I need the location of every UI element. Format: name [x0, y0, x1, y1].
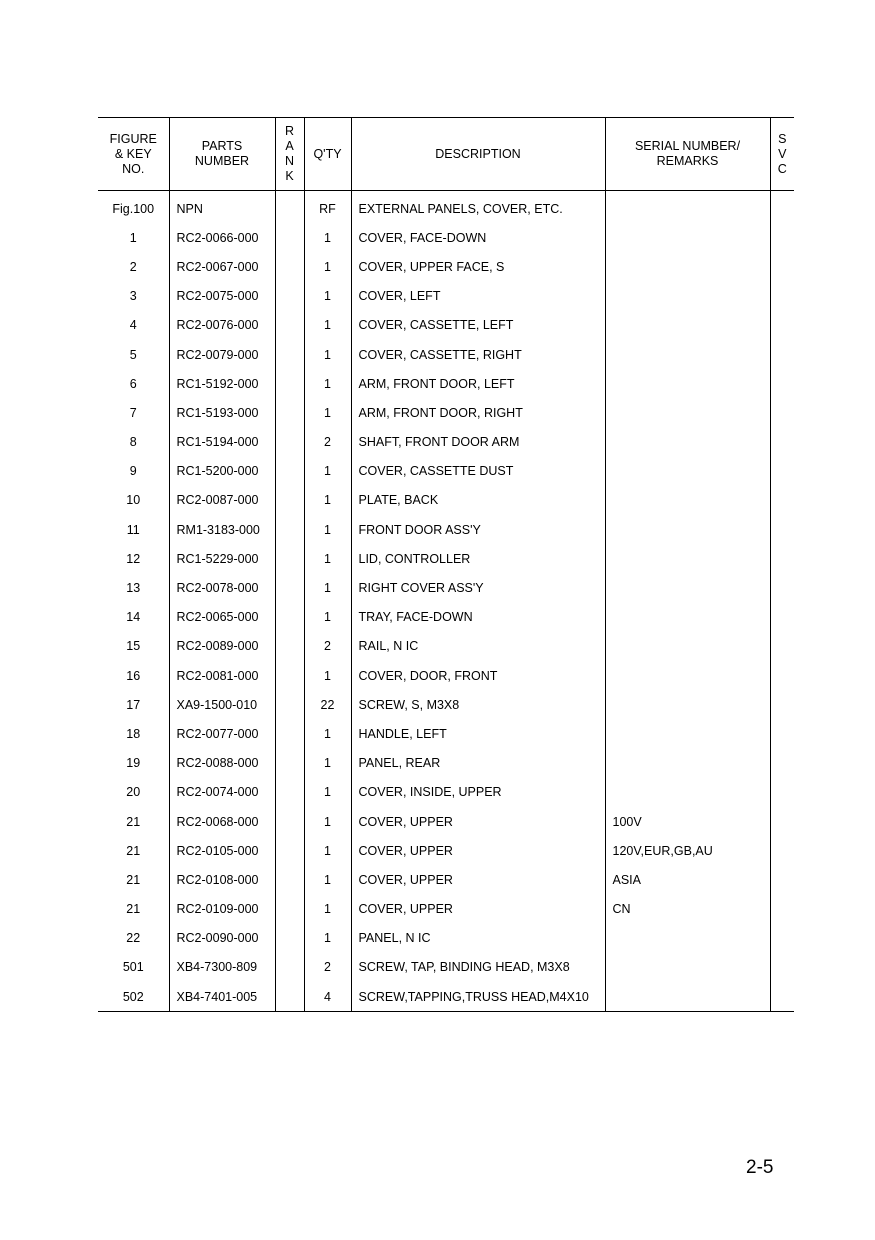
parts-number-cell: XA9-1500-010 [169, 690, 275, 719]
table-row [98, 428, 794, 457]
table-header-row [98, 118, 794, 191]
rank-cell [275, 807, 304, 836]
parts-number-cell: RC2-0081-000 [169, 661, 275, 690]
parts-number-cell: RC1-5194-000 [169, 428, 275, 457]
rank-cell [275, 457, 304, 486]
parts-number-cell: RC1-5229-000 [169, 544, 275, 573]
qty-cell: 1 [304, 603, 351, 632]
qty-cell: 1 [304, 778, 351, 807]
table-row [98, 924, 794, 953]
description-cell: HANDLE, LEFT [351, 719, 605, 748]
description-cell: COVER, UPPER FACE, S [351, 252, 605, 281]
parts-number-cell: RC1-5200-000 [169, 457, 275, 486]
header-serial-remarks: SERIAL NUMBER/ REMARKS [605, 118, 770, 191]
svc-cell [770, 515, 794, 544]
table-row [98, 457, 794, 486]
remarks-cell [605, 398, 770, 427]
description-cell: EXTERNAL PANELS, COVER, ETC. [351, 191, 605, 224]
table-row [98, 191, 794, 224]
svc-cell [770, 573, 794, 602]
description-cell: COVER, INSIDE, UPPER [351, 778, 605, 807]
parts-number-cell: RM1-3183-000 [169, 515, 275, 544]
parts-number-cell: RC2-0074-000 [169, 778, 275, 807]
figure-key-cell: 21 [126, 843, 141, 858]
remarks-cell [605, 603, 770, 632]
remarks-cell [605, 223, 770, 252]
rank-cell [275, 836, 304, 865]
remarks-cell: 100V [605, 807, 770, 836]
rank-cell [275, 340, 304, 369]
rank-cell [275, 252, 304, 281]
qty-cell: 1 [304, 486, 351, 515]
table-row [98, 690, 794, 719]
parts-number-cell: RC2-0088-000 [169, 749, 275, 778]
table-row [98, 515, 794, 544]
description-cell: LID, CONTROLLER [351, 544, 605, 573]
svc-cell [770, 807, 794, 836]
parts-number-cell: RC2-0078-000 [169, 573, 275, 602]
parts-number-cell: RC2-0077-000 [169, 719, 275, 748]
svc-cell [770, 924, 794, 953]
figure-key-cell: 18 [126, 726, 141, 741]
figure-key-cell: 8 [129, 435, 137, 450]
table-row [98, 719, 794, 748]
svc-cell [770, 340, 794, 369]
page-number: 2-5 [746, 1157, 774, 1178]
table-row [98, 252, 794, 281]
description-cell: COVER, DOOR, FRONT [351, 661, 605, 690]
rank-cell [275, 369, 304, 398]
description-cell: FRONT DOOR ASS'Y [351, 515, 605, 544]
figure-key-cell: 22 [126, 931, 141, 946]
description-cell: RIGHT COVER ASS'Y [351, 573, 605, 602]
qty-cell: 1 [304, 719, 351, 748]
qty-cell: 1 [304, 573, 351, 602]
svc-cell [770, 486, 794, 515]
figure-key-cell: 5 [129, 347, 137, 362]
qty-cell: 1 [304, 457, 351, 486]
rank-cell [275, 661, 304, 690]
description-cell: COVER, UPPER [351, 895, 605, 924]
parts-number-cell: RC2-0090-000 [169, 924, 275, 953]
rank-cell [275, 603, 304, 632]
remarks-cell [605, 953, 770, 982]
parts-number-cell: RC1-5192-000 [169, 369, 275, 398]
remarks-cell [605, 282, 770, 311]
table-row [98, 223, 794, 252]
remarks-cell [605, 252, 770, 281]
table-row [98, 632, 794, 661]
description-cell: COVER, LEFT [351, 282, 605, 311]
qty-cell: 1 [304, 807, 351, 836]
svc-cell [770, 544, 794, 573]
table-row [98, 573, 794, 602]
table-row [98, 340, 794, 369]
qty-cell: 2 [304, 953, 351, 982]
rank-cell [275, 778, 304, 807]
svc-cell [770, 982, 794, 1012]
parts-number-cell: RC2-0076-000 [169, 311, 275, 340]
table-row [98, 311, 794, 340]
table-row [98, 865, 794, 894]
qty-cell: 1 [304, 223, 351, 252]
remarks-cell [605, 486, 770, 515]
rank-cell [275, 191, 304, 224]
svc-cell [770, 865, 794, 894]
parts-number-cell: RC2-0089-000 [169, 632, 275, 661]
table-row [98, 807, 794, 836]
rank-cell [275, 719, 304, 748]
rank-cell [275, 865, 304, 894]
table-row [98, 778, 794, 807]
svc-cell [770, 457, 794, 486]
remarks-cell [605, 924, 770, 953]
qty-cell: 1 [304, 515, 351, 544]
figure-key-cell: 21 [126, 902, 141, 917]
svc-cell [770, 311, 794, 340]
remarks-cell [605, 191, 770, 224]
qty-cell: 1 [304, 252, 351, 281]
figure-key-cell: 13 [126, 581, 141, 596]
description-cell: COVER, CASSETTE, RIGHT [351, 340, 605, 369]
description-cell: PANEL, N IC [351, 924, 605, 953]
table-row [98, 282, 794, 311]
svc-cell [770, 836, 794, 865]
parts-number-cell: NPN [169, 191, 275, 224]
table-row [98, 895, 794, 924]
rank-cell [275, 282, 304, 311]
remarks-cell [605, 632, 770, 661]
svc-cell [770, 223, 794, 252]
table-row [98, 982, 794, 1012]
qty-cell: RF [304, 191, 351, 224]
qty-cell: 1 [304, 544, 351, 573]
svc-cell [770, 749, 794, 778]
parts-number-cell: RC2-0087-000 [169, 486, 275, 515]
figure-key-cell: 20 [126, 785, 141, 800]
parts-number-cell: RC2-0068-000 [169, 807, 275, 836]
rank-cell [275, 223, 304, 252]
svc-cell [770, 690, 794, 719]
rank-cell [275, 690, 304, 719]
description-cell: COVER, UPPER [351, 807, 605, 836]
description-cell: SCREW, TAP, BINDING HEAD, M3X8 [351, 953, 605, 982]
table-row [98, 953, 794, 982]
figure-key-cell: 501 [122, 960, 144, 975]
remarks-cell: ASIA [605, 865, 770, 894]
svc-cell [770, 661, 794, 690]
qty-cell: 1 [304, 282, 351, 311]
rank-cell [275, 398, 304, 427]
remarks-cell [605, 982, 770, 1012]
parts-number-cell: RC2-0105-000 [169, 836, 275, 865]
figure-key-cell: 17 [126, 697, 141, 712]
parts-number-cell: RC2-0109-000 [169, 895, 275, 924]
qty-cell: 1 [304, 895, 351, 924]
description-cell: TRAY, FACE-DOWN [351, 603, 605, 632]
figure-key-cell: 502 [98, 982, 169, 1012]
remarks-cell [605, 457, 770, 486]
figure-key-cell: 21 [126, 872, 141, 887]
parts-number-cell: RC2-0079-000 [169, 340, 275, 369]
rank-cell [275, 573, 304, 602]
figure-key-cell: 2 [129, 259, 137, 274]
description-cell: COVER, FACE-DOWN [351, 223, 605, 252]
qty-cell: 1 [304, 398, 351, 427]
table-row [98, 661, 794, 690]
remarks-cell [605, 749, 770, 778]
qty-cell: 1 [304, 369, 351, 398]
description-cell: COVER, UPPER [351, 865, 605, 894]
svc-cell [770, 369, 794, 398]
remarks-cell [605, 428, 770, 457]
rank-cell [275, 486, 304, 515]
svc-cell [770, 398, 794, 427]
qty-cell: 1 [304, 340, 351, 369]
remarks-cell: 120V,EUR,GB,AU [605, 836, 770, 865]
qty-cell: 4 [304, 982, 351, 1012]
qty-cell: 1 [304, 661, 351, 690]
qty-cell: 2 [304, 632, 351, 661]
remarks-cell [605, 573, 770, 602]
rank-cell [275, 924, 304, 953]
remarks-cell [605, 719, 770, 748]
qty-cell: 2 [304, 428, 351, 457]
figure-key-cell: 7 [129, 405, 137, 420]
header-description: DESCRIPTION [351, 118, 605, 191]
svc-cell [770, 778, 794, 807]
svc-cell [770, 252, 794, 281]
svc-cell [770, 191, 794, 224]
figure-key-cell: 4 [129, 318, 137, 333]
description-cell: ARM, FRONT DOOR, RIGHT [351, 398, 605, 427]
parts-number-cell: XB4-7401-005 [169, 982, 275, 1012]
rank-cell [275, 749, 304, 778]
figure-key-cell: 10 [126, 493, 141, 508]
table-row [98, 836, 794, 865]
table-row [98, 603, 794, 632]
parts-number-cell: RC2-0108-000 [169, 865, 275, 894]
remarks-cell [605, 340, 770, 369]
header-figure-key-no: FIGURE & KEY NO. [98, 118, 169, 191]
table-row [98, 486, 794, 515]
parts-number-cell: RC2-0065-000 [169, 603, 275, 632]
remarks-cell [605, 778, 770, 807]
header-parts-number: PARTS NUMBER [169, 118, 275, 191]
rank-cell [275, 953, 304, 982]
rank-cell [275, 895, 304, 924]
header-svc: S V C [770, 118, 794, 191]
parts-number-cell: RC2-0066-000 [169, 223, 275, 252]
qty-cell: 1 [304, 311, 351, 340]
svc-cell [770, 953, 794, 982]
qty-cell: 22 [304, 690, 351, 719]
description-cell: PLATE, BACK [351, 486, 605, 515]
description-cell: SHAFT, FRONT DOOR ARM [351, 428, 605, 457]
figure-key-cell: 15 [126, 639, 141, 654]
description-cell: COVER, CASSETTE, LEFT [351, 311, 605, 340]
svc-cell [770, 632, 794, 661]
rank-cell [275, 544, 304, 573]
rank-cell [275, 632, 304, 661]
svc-cell [770, 428, 794, 457]
figure-key-cell: 1 [129, 230, 137, 245]
header-qty: Q'TY [304, 118, 351, 191]
figure-key-cell: 19 [126, 756, 141, 771]
parts-list-table [98, 117, 794, 1012]
description-cell: COVER, CASSETTE DUST [351, 457, 605, 486]
description-cell: SCREW, S, M3X8 [351, 690, 605, 719]
figure-key-cell: 21 [126, 814, 141, 829]
svc-cell [770, 719, 794, 748]
figure-key-cell: 14 [126, 610, 141, 625]
description-cell: PANEL, REAR [351, 749, 605, 778]
remarks-cell [605, 544, 770, 573]
figure-key-cell: 6 [129, 376, 137, 391]
svc-cell [770, 603, 794, 632]
figure-key-cell: 16 [126, 668, 141, 683]
qty-cell: 1 [304, 924, 351, 953]
figure-key-cell: Fig.100 [112, 201, 155, 216]
parts-number-cell: RC2-0067-000 [169, 252, 275, 281]
remarks-cell [605, 690, 770, 719]
rank-cell [275, 428, 304, 457]
parts-number-cell: RC2-0075-000 [169, 282, 275, 311]
description-cell: ARM, FRONT DOOR, LEFT [351, 369, 605, 398]
qty-cell: 1 [304, 749, 351, 778]
table-row [98, 749, 794, 778]
remarks-cell [605, 311, 770, 340]
rank-cell [275, 515, 304, 544]
figure-key-cell: 12 [126, 551, 141, 566]
svc-cell [770, 895, 794, 924]
remarks-cell [605, 661, 770, 690]
description-cell: COVER, UPPER [351, 836, 605, 865]
figure-key-cell: 11 [126, 522, 140, 537]
table-row [98, 369, 794, 398]
remarks-cell [605, 369, 770, 398]
rank-cell [275, 982, 304, 1012]
qty-cell: 1 [304, 865, 351, 894]
description-cell: RAIL, N IC [351, 632, 605, 661]
remarks-cell [605, 515, 770, 544]
table-row [98, 544, 794, 573]
remarks-cell: CN [605, 895, 770, 924]
parts-number-cell: XB4-7300-809 [169, 953, 275, 982]
svc-cell [770, 282, 794, 311]
header-rank: R A N K [275, 118, 304, 191]
figure-key-cell: 9 [129, 464, 137, 479]
parts-table-body [98, 191, 794, 1012]
figure-key-cell: 3 [129, 289, 137, 304]
parts-number-cell: RC1-5193-000 [169, 398, 275, 427]
description-cell: SCREW,TAPPING,TRUSS HEAD,M4X10 [351, 982, 605, 1012]
qty-cell: 1 [304, 836, 351, 865]
table-row [98, 398, 794, 427]
rank-cell [275, 311, 304, 340]
